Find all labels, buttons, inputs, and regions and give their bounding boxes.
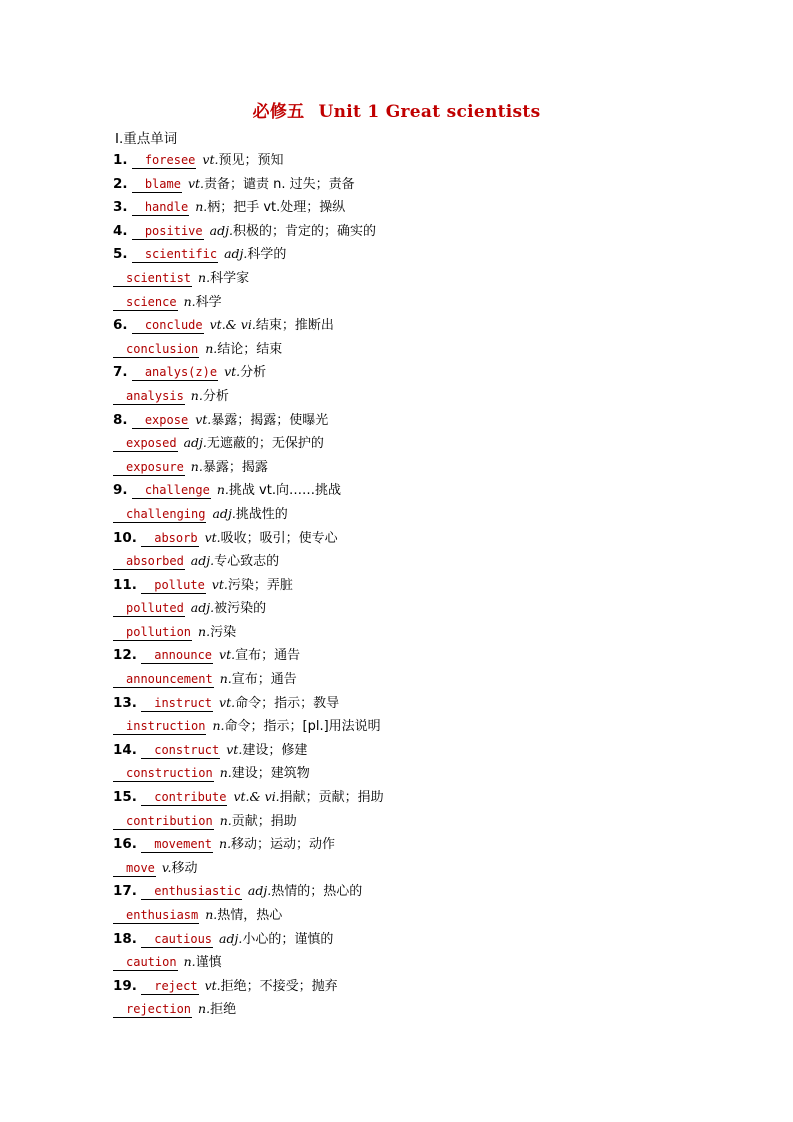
entry-number: 3. [113, 199, 128, 216]
answer-word: conclude [144, 318, 203, 333]
answer-blank [113, 719, 206, 735]
part-of-speech: adj. [219, 930, 243, 946]
part-of-speech: vt. [195, 411, 212, 427]
vocab-entry [113, 242, 713, 266]
part-of-speech: adj. [224, 246, 248, 262]
meaning-text: 暴露；揭露 [202, 459, 268, 475]
part-of-speech: n. [216, 482, 229, 498]
meaning-text: 柄；把手 vt.处理；操纵 [207, 200, 346, 216]
part-of-speech: vt. [202, 152, 219, 167]
answer-word: enthusiasm [126, 908, 199, 922]
vocab-entry [113, 691, 713, 715]
meaning-text: 宣布；通告 [231, 672, 297, 688]
title-chinese: 必修五 [252, 102, 305, 122]
meaning-text: 小心的；谨慎的 [242, 931, 334, 947]
vocab-derivative [113, 903, 713, 927]
answer-blank [141, 743, 220, 759]
part-of-speech: n. [198, 269, 211, 285]
answer-word: expose [144, 412, 189, 427]
answer-word: foresee [144, 153, 196, 167]
meaning-text: 污染；弄脏 [227, 577, 293, 593]
part-of-speech: n. [205, 907, 218, 922]
answer-blank [132, 413, 189, 429]
meaning-text: 建设；建筑物 [231, 766, 310, 782]
vocab-entry [113, 526, 713, 550]
entry-number: 4. [113, 222, 128, 239]
vocab-entry [113, 478, 713, 502]
answer-word: scientist [126, 270, 192, 285]
part-of-speech: v. [161, 859, 172, 875]
answer-word: conclusion [126, 341, 199, 356]
meaning-text: 科学 [195, 294, 222, 310]
meaning-text: 命令；指示；教导 [235, 695, 340, 711]
entry-number: 18. [113, 930, 137, 947]
answer-blank [141, 884, 242, 900]
part-of-speech: vt. [226, 741, 243, 757]
part-of-speech: n. [205, 340, 218, 356]
meaning-text: 无遮蔽的；无保护的 [206, 436, 324, 452]
part-of-speech: vt. [219, 647, 236, 663]
part-of-speech: vt. [224, 364, 241, 380]
part-of-speech: adj. [183, 435, 207, 451]
answer-blank [141, 790, 227, 806]
answer-word: analys(z)e [144, 365, 218, 380]
section-heading: Ⅰ.重点单词 [115, 131, 178, 147]
entry-number: 10. [113, 529, 137, 546]
meaning-text: 热情的；热心的 [271, 884, 363, 900]
answer-blank [132, 177, 182, 193]
part-of-speech: vt. [204, 977, 221, 993]
answer-blank [113, 271, 192, 287]
page-title [0, 97, 793, 122]
entry-number: 6. [113, 317, 128, 334]
vocab-derivative [113, 290, 713, 314]
vocab-derivative [113, 997, 713, 1021]
vocabulary-list [113, 148, 713, 1021]
vocab-derivative [113, 950, 713, 974]
vocab-entry [113, 195, 713, 219]
answer-word: announcement [126, 672, 213, 687]
entry-number: 15. [113, 789, 137, 806]
answer-blank [113, 955, 178, 971]
meaning-text: 移动；运动；动作 [231, 837, 336, 853]
answer-blank [113, 507, 206, 523]
vocab-entry [113, 219, 713, 243]
answer-word: caution [126, 955, 177, 970]
meaning-text: 结论；结束 [217, 341, 283, 357]
answer-blank [113, 295, 178, 311]
answer-word: construct [154, 742, 220, 757]
vocab-entry [113, 148, 713, 172]
part-of-speech: n. [183, 954, 196, 970]
meaning-text: 热情，热心 [217, 908, 283, 923]
answer-blank [113, 908, 199, 924]
answer-word: absorbed [126, 554, 184, 569]
vocab-entry [113, 974, 713, 998]
vocab-derivative [113, 620, 713, 644]
answer-word: enthusiastic [154, 884, 241, 899]
answer-word: pollute [154, 577, 205, 592]
answer-blank [113, 861, 156, 877]
answer-word: challenge [144, 483, 210, 498]
part-of-speech: n. [198, 623, 211, 639]
part-of-speech: adj. [190, 553, 215, 569]
vocab-entry [113, 785, 713, 809]
vocab-derivative [113, 502, 713, 526]
answer-blank [141, 979, 198, 995]
answer-word: instruct [154, 695, 213, 710]
entry-number: 17. [113, 883, 137, 900]
title-english: Unit 1 Great scientists [318, 102, 541, 122]
answer-blank [113, 814, 214, 830]
answer-blank [113, 436, 178, 452]
answer-word: exposed [126, 436, 177, 451]
answer-word: handle [144, 200, 189, 215]
answer-word: analysis [126, 388, 184, 403]
answer-word: construction [126, 766, 213, 781]
answer-word: instruction [126, 719, 206, 734]
entry-number: 16. [113, 836, 137, 853]
meaning-text: 捐献；贡献；捐助 [279, 790, 384, 806]
entry-number: 12. [113, 647, 137, 664]
meaning-text: 拒绝；不接受；抛弃 [220, 978, 338, 994]
part-of-speech: vt. [187, 175, 205, 191]
answer-word: contribution [126, 813, 213, 828]
part-of-speech: adj. [212, 505, 236, 521]
entry-number: 7. [113, 364, 128, 381]
entry-number: 11. [113, 576, 137, 593]
part-of-speech: n. [198, 1001, 211, 1017]
vocab-entry [113, 313, 713, 337]
vocab-entry [113, 573, 713, 597]
vocab-entry [113, 832, 713, 856]
meaning-text: 暴露；揭露；使曝光 [211, 412, 329, 428]
meaning-text: 分析 [202, 388, 229, 404]
vocab-entry [113, 738, 713, 762]
answer-word: announce [154, 648, 213, 663]
meaning-text: 分析 [240, 365, 267, 381]
entry-number: 1. [113, 152, 128, 168]
meaning-text: 责备；谴责 n. 过失；责备 [204, 176, 355, 192]
answer-blank [113, 342, 199, 358]
answer-blank [132, 200, 189, 216]
vocab-derivative [113, 337, 713, 361]
vocab-entry [113, 879, 713, 903]
meaning-text: 积极的；肯定的；确实的 [232, 223, 376, 239]
meaning-text: 挑战 vt.向……挑战 [228, 483, 341, 499]
answer-blank [113, 1002, 192, 1018]
meaning-text: 污染 [210, 624, 237, 640]
vocab-entry [113, 643, 713, 667]
vocab-derivative [113, 714, 713, 738]
entry-number: 2. [113, 175, 128, 192]
answer-word: pollution [126, 624, 192, 639]
vocab-derivative [113, 667, 713, 691]
answer-blank [113, 554, 185, 570]
meaning-text: 吸收；吸引；使专心 [220, 530, 338, 546]
meaning-text: 结束；推断出 [255, 318, 334, 334]
vocab-derivative [113, 266, 713, 290]
meaning-text: 科学家 [210, 270, 250, 286]
entry-number: 14. [113, 741, 137, 758]
answer-blank [141, 531, 198, 547]
meaning-text: 拒绝 [210, 1002, 237, 1018]
vocab-derivative [113, 809, 713, 833]
vocab-derivative [113, 596, 713, 620]
answer-blank [132, 247, 218, 263]
answer-word: move [126, 860, 155, 875]
meaning-text: 预见；预知 [218, 153, 284, 168]
part-of-speech: n. [212, 718, 225, 734]
answer-word: contribute [154, 790, 227, 805]
answer-word: scientific [144, 247, 218, 262]
vocab-derivative [113, 455, 713, 479]
vocab-derivative [113, 549, 713, 573]
answer-blank [141, 648, 213, 664]
meaning-text: 命令；指示；[pl.]用法说明 [224, 719, 381, 735]
answer-blank [141, 578, 206, 594]
answer-word: movement [154, 837, 213, 852]
vocab-entry [113, 360, 713, 384]
meaning-text: 被污染的 [214, 601, 267, 617]
meaning-text: 贡献；捐助 [231, 813, 297, 829]
answer-blank [132, 365, 218, 381]
entry-number: 8. [113, 411, 128, 428]
vocab-entry [113, 927, 713, 951]
part-of-speech: vt. [211, 576, 228, 592]
vocab-derivative [113, 431, 713, 455]
entry-number: 5. [113, 246, 128, 263]
part-of-speech: n. [219, 671, 232, 687]
entry-number: 19. [113, 977, 137, 994]
part-of-speech: n. [219, 765, 232, 781]
meaning-text: 科学的 [247, 247, 287, 263]
part-of-speech: n. [183, 293, 196, 309]
part-of-speech: vt.& vi. [233, 789, 280, 805]
vocab-entry [113, 172, 713, 196]
answer-word: challenging [126, 506, 206, 521]
answer-word: exposure [126, 459, 184, 474]
answer-word: polluted [126, 601, 184, 616]
answer-blank [141, 932, 213, 948]
meaning-text: 谨慎 [195, 955, 222, 971]
meaning-text: 挑战性的 [235, 506, 288, 522]
part-of-speech: adj. [209, 222, 233, 238]
part-of-speech: n. [219, 836, 232, 852]
vocab-derivative [113, 761, 713, 785]
part-of-speech: n. [195, 199, 208, 215]
entry-number: 9. [113, 482, 128, 499]
meaning-text: 宣布；通告 [235, 648, 301, 664]
part-of-speech: vt. [219, 694, 236, 710]
answer-blank [113, 766, 214, 782]
answer-word: reject [154, 978, 198, 993]
answer-blank [113, 601, 185, 617]
answer-blank [141, 837, 213, 853]
answer-blank [132, 318, 204, 334]
part-of-speech: vt. [204, 529, 221, 545]
answer-blank [141, 696, 213, 712]
vocab-derivative [113, 856, 713, 880]
answer-blank [132, 153, 197, 169]
answer-word: rejection [126, 1002, 192, 1017]
meaning-text: 建设；修建 [242, 742, 308, 758]
answer-word: absorb [154, 530, 198, 545]
meaning-text: 移动 [171, 860, 198, 876]
answer-blank [113, 460, 185, 476]
part-of-speech: adj. [190, 600, 215, 616]
answer-blank [113, 389, 185, 405]
answer-word: positive [144, 223, 203, 238]
part-of-speech: n. [190, 458, 203, 474]
part-of-speech: n. [219, 812, 232, 828]
vocab-entry [113, 408, 713, 432]
answer-word: science [126, 294, 177, 309]
answer-blank [113, 672, 214, 688]
answer-blank [132, 224, 204, 240]
entry-number: 13. [113, 694, 137, 711]
answer-blank [113, 625, 192, 641]
part-of-speech: n. [190, 387, 203, 403]
answer-word: cautious [154, 931, 213, 946]
answer-word: blame [144, 176, 181, 191]
vocab-derivative [113, 384, 713, 408]
part-of-speech: vt.& vi. [209, 317, 256, 333]
part-of-speech: adj. [247, 883, 272, 899]
answer-blank [132, 483, 211, 499]
meaning-text: 专心致志的 [214, 554, 280, 570]
